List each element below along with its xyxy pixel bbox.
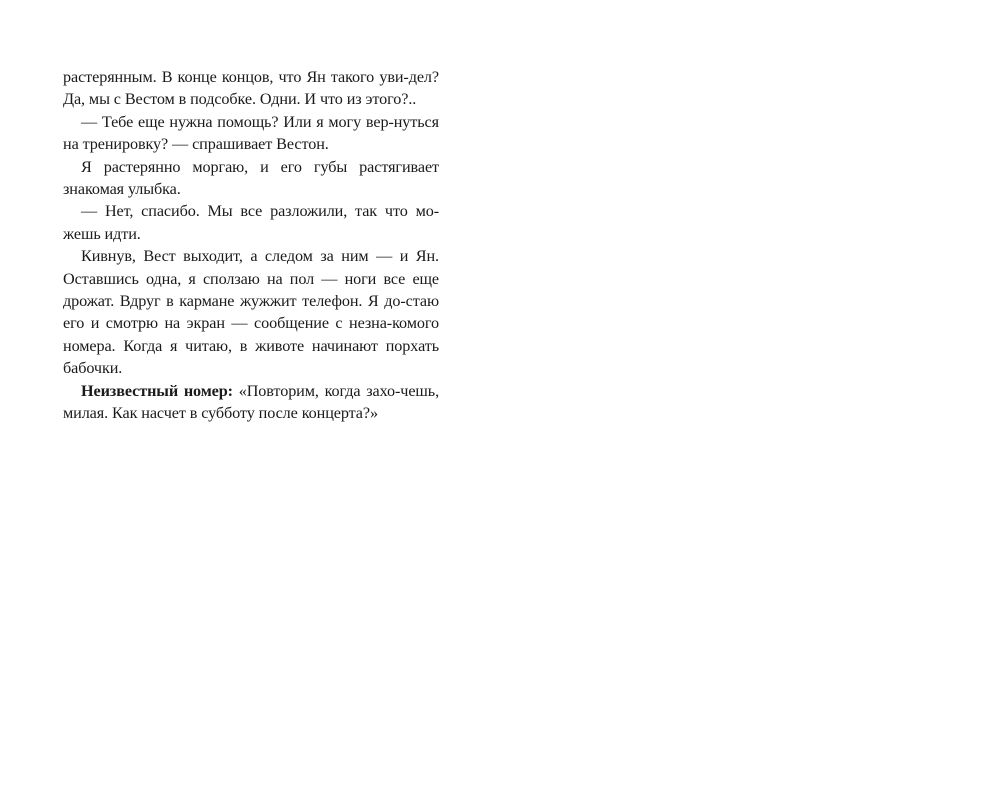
right-page — [500, 0, 1000, 800]
paragraph: Я растерянно моргаю, и его губы растягивает знакомая улыбка. — [63, 157, 439, 199]
left-page — [0, 0, 500, 800]
paragraph: — Тебе еще нужна помощь? Или я могу вер-нуться на тренировку? — спрашивает Вестон. — [63, 112, 439, 154]
left-page-text — [63, 66, 439, 425]
paragraph: растерянным. В конце концов, что Ян такого уви-дел? Да, мы с Вестом в подсобке. Одни. И что из этого?.. — [63, 68, 439, 109]
message-text: «Повторим, когда захо-чешь, милая. Как насчет в субботу после концерта?» — [63, 381, 440, 423]
paragraph: Кивнув, Вест выходит, а следом за ним — и Ян. Оставшись одна, я сползаю на пол — ноги все еще дрожат. Вдруг в кармане жужжит телефон. Я до-стаю его и смотрю на экран — сообщение с незна-комого номера. Когда я читаю, в животе начинают порхать бабочки. — [63, 247, 439, 378]
paragraph: — Нет, спасибо. Мы все разложили, так что мо-жешь идти. — [63, 202, 439, 243]
message-paragraph — [63, 380, 439, 425]
message-speaker: Неизвестный номер: — [81, 381, 233, 400]
